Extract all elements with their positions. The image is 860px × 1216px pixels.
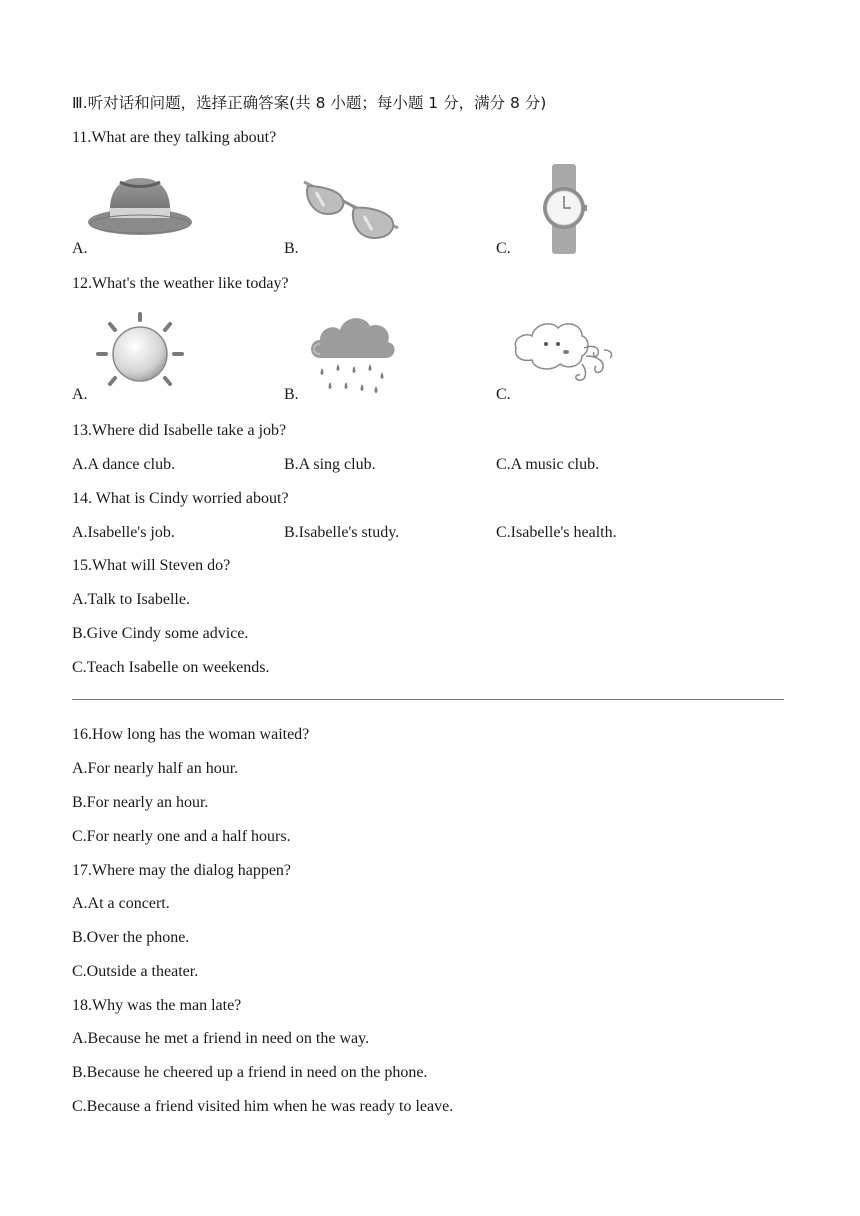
question-12-stem: 12.What's the weather like today? [72,275,289,292]
question-13-option-b: B.A sing club. [284,456,376,473]
question-18-option-b: B.Because he cheered up a friend in need on the phone. [72,1064,428,1081]
sun-icon [96,312,184,388]
question-15-stem: 15.What will Steven do? [72,557,231,574]
question-14-option-c: C.Isabelle's health. [496,524,617,541]
question-11-option-b: B. [284,240,299,257]
question-13-option-a: A.A dance club. [72,456,176,473]
question-18-option-a: A.Because he met a friend in need on the way. [72,1030,370,1047]
question-15-option-b: B.Give Cindy some advice. [72,625,249,642]
question-14-option-a: A.Isabelle's job. [72,524,175,541]
question-16-option-b: B.For nearly an hour. [72,794,209,811]
sunglasses-icon [298,178,404,244]
question-13-option-c: C.A music club. [496,456,600,473]
question-12-option-b: B. [284,386,299,403]
question-11-option-c: C. [496,240,511,257]
section-heading: Ⅲ.听对话和问题，选择正确答案(共 8 小题；每小题 1 分，满分 8 分) [72,94,547,112]
question-11-stem: 11.What are they talking about? [72,129,277,146]
question-11-option-a: A. [72,240,88,257]
question-17-stem: 17.Where may the dialog happen? [72,862,292,879]
watch-icon [540,162,588,256]
question-16-stem: 16.How long has the woman waited? [72,726,310,743]
question-14-stem: 14. What is Cindy worried about? [72,490,289,507]
wind-cloud-icon [512,320,616,386]
question-13-stem: 13.Where did Isabelle take a job? [72,422,287,439]
question-18-option-c: C.Because a friend visited him when he was ready to leave. [72,1098,454,1115]
question-15-option-c: C.Teach Isabelle on weekends. [72,659,270,676]
question-17-option-a: A.At a concert. [72,895,170,912]
hat-icon [86,172,194,238]
question-17-option-b: B.Over the phone. [72,929,190,946]
question-16-option-c: C.For nearly one and a half hours. [72,828,291,845]
rain-cloud-icon [306,310,398,396]
question-15-option-a: A.Talk to Isabelle. [72,591,190,608]
question-12-option-a: A. [72,386,88,403]
question-12-option-c: C. [496,386,511,403]
question-14-option-b: B.Isabelle's study. [284,524,400,541]
question-18-stem: 18.Why was the man late? [72,997,242,1014]
question-17-option-c: C.Outside a theater. [72,963,199,980]
question-16-option-a: A.For nearly half an hour. [72,760,239,777]
section-divider [72,699,784,700]
